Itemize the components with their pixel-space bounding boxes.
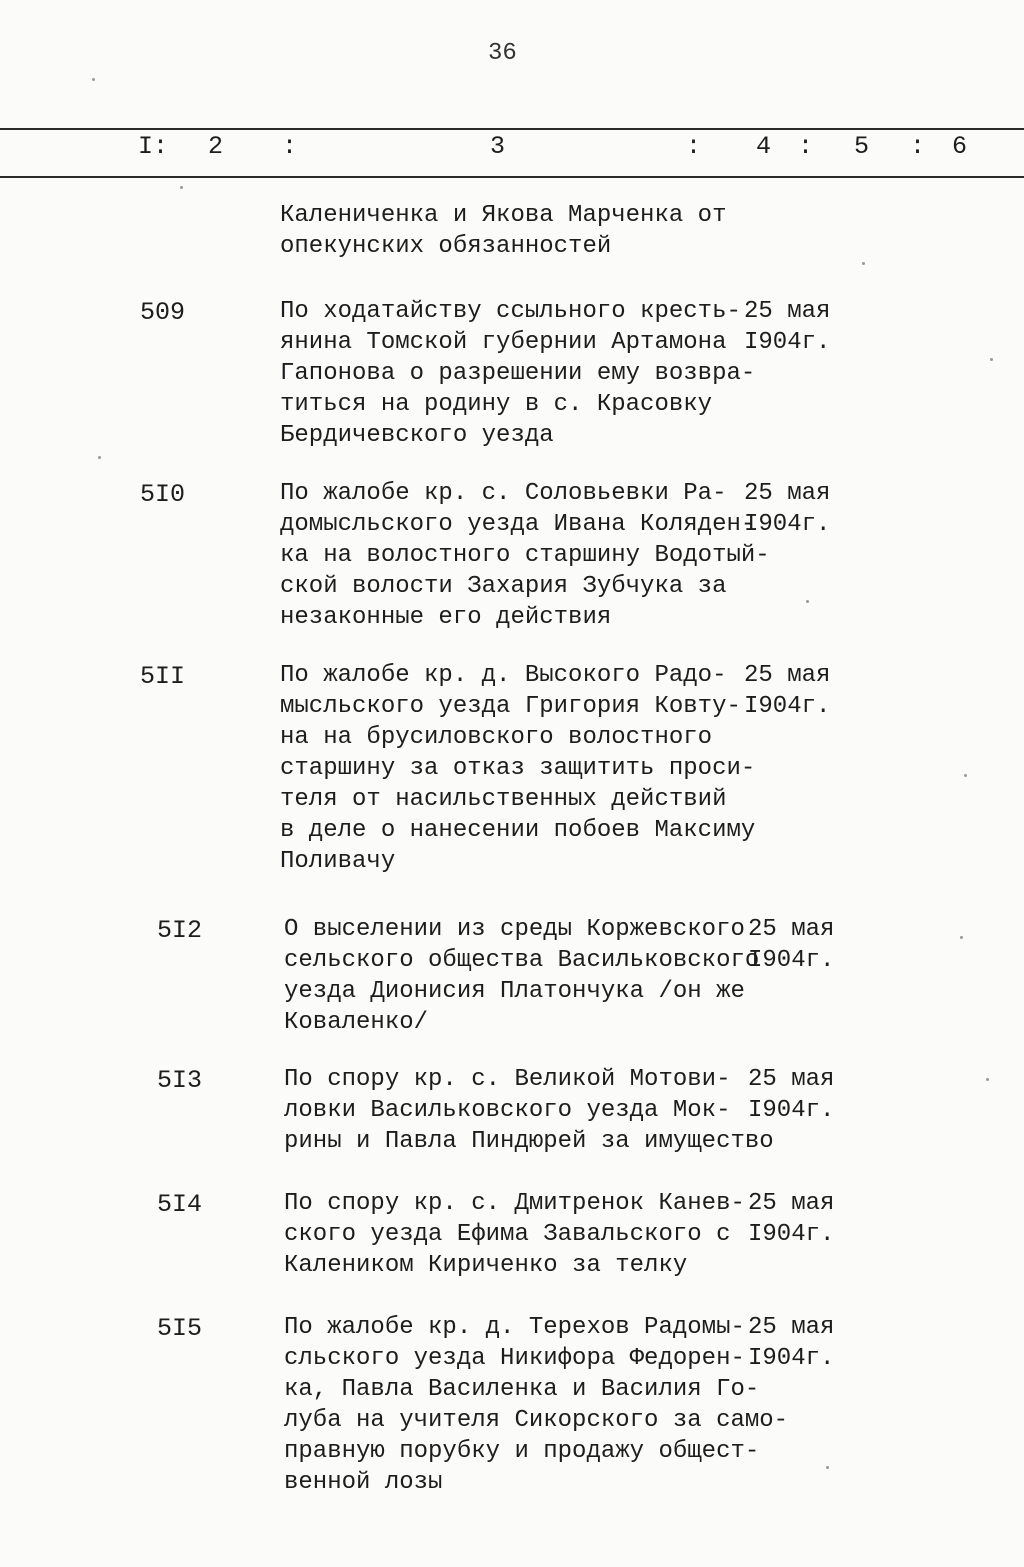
description-line: О выселении из среды Коржевского xyxy=(284,916,745,943)
column-header-6: 6 xyxy=(952,132,968,161)
header-top-rule xyxy=(0,128,1024,130)
description-line: венной лозы xyxy=(284,1469,443,1496)
description-line: уезда Дионисия Платончука /он же xyxy=(284,978,745,1005)
entry-description xyxy=(284,1064,774,1157)
scan-speck xyxy=(806,600,809,603)
entry-description xyxy=(284,914,760,1038)
column-separator: : xyxy=(798,132,814,161)
date-day: 25 мая xyxy=(744,662,831,689)
scan-speck xyxy=(986,1078,989,1081)
entry-date xyxy=(744,296,854,358)
column-header-4: 4 xyxy=(756,132,772,161)
description-line: ка, Павла Василенка и Василия Го- xyxy=(284,1376,760,1403)
description-line: на на брусиловского волостного xyxy=(280,724,713,751)
date-year: I904г. xyxy=(744,511,831,538)
date-year: I904г. xyxy=(748,1345,835,1372)
date-day: 25 мая xyxy=(748,1190,835,1217)
entry-date xyxy=(744,660,854,722)
column-separator: : xyxy=(910,132,926,161)
date-year: I904г. xyxy=(748,1221,835,1248)
entry-number: 509 xyxy=(140,298,186,327)
scan-speck xyxy=(92,78,95,81)
date-day: 25 мая xyxy=(744,480,831,507)
description-line: Калеником Кириченко за телку xyxy=(284,1252,688,1279)
description-line: По жалобе кр. с. Соловьевки Ра- xyxy=(280,480,727,507)
date-year: I904г. xyxy=(748,1097,835,1124)
description-line: луба на учителя Сикорского за само- xyxy=(284,1407,789,1434)
description-line: По жалобе кр. д. Терехов Радомы- xyxy=(284,1314,745,1341)
scan-speck xyxy=(990,358,993,361)
entry-description xyxy=(284,1312,789,1498)
scan-speck xyxy=(960,936,963,939)
scan-speck xyxy=(862,262,865,265)
entry-date xyxy=(748,1312,858,1374)
description-line: в деле о нанесении побоев Максиму xyxy=(280,817,756,844)
entry-number: 5I4 xyxy=(157,1190,203,1219)
description-line: По жалобе кр. д. Высокого Радо- xyxy=(280,662,727,689)
description-line: сльского уезда Никифора Федорен- xyxy=(284,1345,745,1372)
description-line: незаконные его действия xyxy=(280,604,612,631)
description-line: сельского общества Васильковского xyxy=(284,947,760,974)
description-line: По спору кр. с. Великой Мотови- xyxy=(284,1066,731,1093)
description-line: ловки Васильковского уезда Мок- xyxy=(284,1097,731,1124)
description-line: теля от насильственных действий xyxy=(280,786,727,813)
description-line: мысльского уезда Григория Ковту- xyxy=(280,693,741,720)
scan-speck xyxy=(180,186,183,189)
entry-number: 5II xyxy=(140,662,186,691)
column-separator: : xyxy=(282,132,298,161)
date-day: 25 мая xyxy=(744,298,831,325)
page-number: 36 xyxy=(488,40,517,67)
entry-description xyxy=(280,478,770,633)
date-day: 25 мая xyxy=(748,1314,835,1341)
description-line: ка на волостного старшину Водотый- xyxy=(280,542,770,569)
description-line: Бердичевского уезда xyxy=(280,422,554,449)
date-year: I904г. xyxy=(748,947,835,974)
scan-speck xyxy=(98,456,101,459)
description-line: Поливачу xyxy=(280,848,396,875)
description-line: Коваленко/ xyxy=(284,1009,429,1036)
entry-number: 5I0 xyxy=(140,480,186,509)
date-day: 25 мая xyxy=(748,916,835,943)
date-day: 25 мая xyxy=(748,1066,835,1093)
description-line: ского уезда Ефима Завальского с xyxy=(284,1221,731,1248)
column-header-1: I: xyxy=(138,132,169,161)
description-line: ской волости Захария Зубчука за xyxy=(280,573,727,600)
date-year: I904г. xyxy=(744,693,831,720)
header-bottom-rule xyxy=(0,176,1024,178)
description-line: домысльского уезда Ивана Коляден- xyxy=(280,511,756,538)
description-line: опекунских обязанностей xyxy=(280,233,612,260)
continuation-text xyxy=(280,200,750,262)
entry-date xyxy=(744,478,854,540)
description-line: старшину за отказ защитить проси- xyxy=(280,755,756,782)
entry-number: 5I2 xyxy=(157,916,203,945)
description-line: правную порубку и продажу общест- xyxy=(284,1438,760,1465)
entry-number: 5I3 xyxy=(157,1066,203,1095)
column-header-3: 3 xyxy=(490,132,506,161)
scan-speck xyxy=(964,774,967,777)
description-line: По спору кр. с. Дмитренок Канев- xyxy=(284,1190,745,1217)
entry-date xyxy=(748,914,858,976)
date-year: I904г. xyxy=(744,329,831,356)
column-separator: : xyxy=(686,132,702,161)
entry-description xyxy=(280,660,756,877)
entry-date xyxy=(748,1188,858,1250)
description-line: Гапонова о разрешении ему возвра- xyxy=(280,360,756,387)
description-line: титься на родину в с. Красовку xyxy=(280,391,713,418)
description-line: янина Томской губернии Артамона xyxy=(280,329,727,356)
entry-number: 5I5 xyxy=(157,1314,203,1343)
description-line: Калениченка и Якова Марченка от xyxy=(280,202,727,229)
column-header-2: 2 xyxy=(208,132,224,161)
description-line: рины и Павла Пиндюрей за имущество xyxy=(284,1128,774,1155)
entry-description xyxy=(284,1188,754,1281)
entry-description xyxy=(280,296,756,451)
scan-speck xyxy=(826,1466,829,1469)
column-header-5: 5 xyxy=(854,132,870,161)
description-line: По ходатайству ссыльного кресть- xyxy=(280,298,741,325)
entry-date xyxy=(748,1064,858,1126)
